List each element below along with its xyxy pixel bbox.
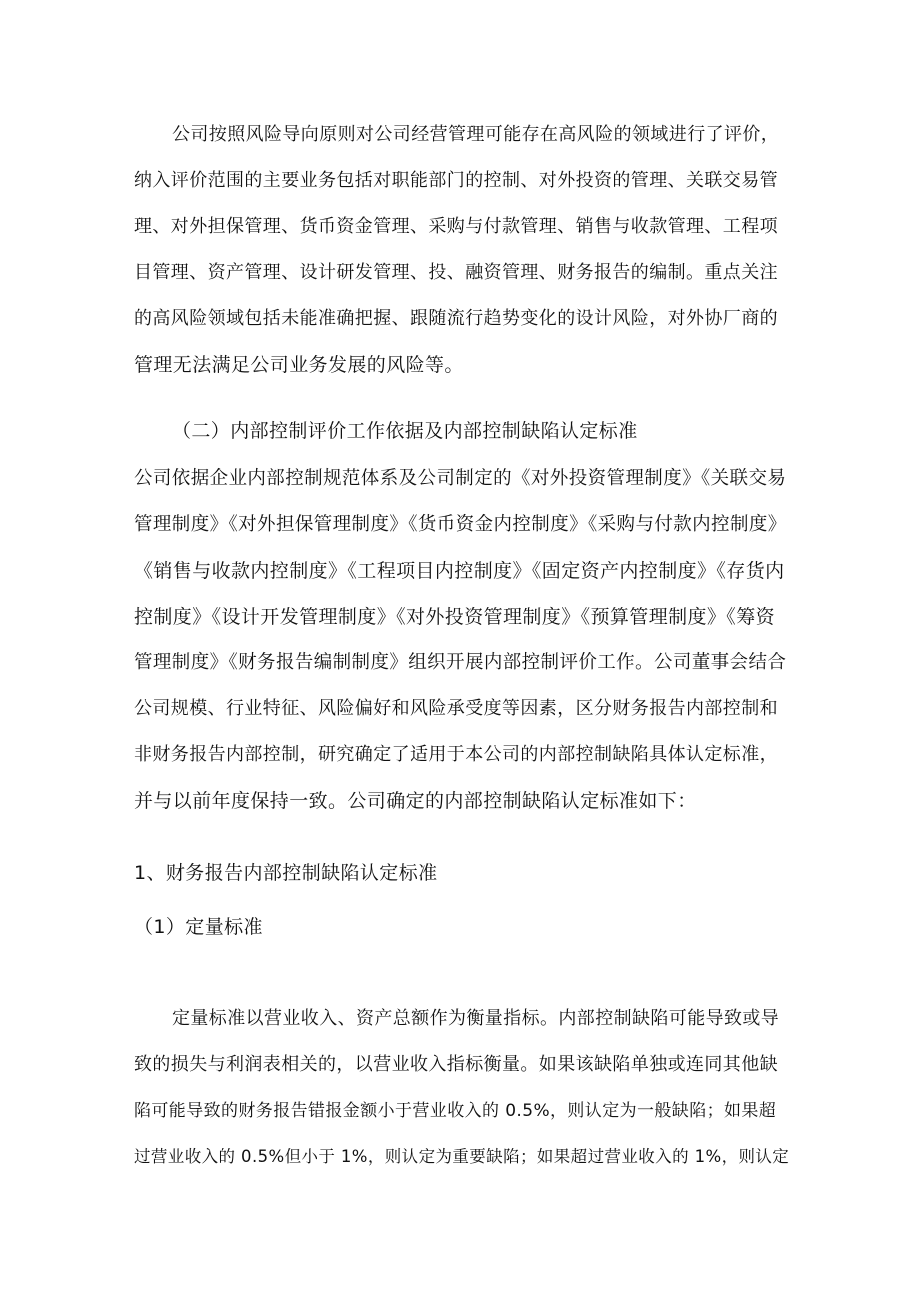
text-line: 的高风险领域包括未能准确把握、跟随流行趋势变化的设计风险，对外协厂商的 <box>134 308 778 329</box>
text-line: 管理制度》《财务报告编制制度》组织开展内部控制评价工作。公司董事会结合 <box>134 652 787 673</box>
text-line: 公司按照风险导向原则对公司经营管理可能存在高风险的领域进行了评价， <box>172 124 780 145</box>
text-line: 目管理、资产管理、设计研发管理、投、融资管理、财务报告的编制。重点关注 <box>134 262 778 283</box>
text-line: 并与以前年度保持一致。公司确定的内部控制缺陷认定标准如下： <box>134 790 697 812</box>
text-line: 纳入评价范围的主要业务包括对职能部门的控制、对外投资的管理、关联交易管 <box>134 170 778 191</box>
text-line: 定量标准以营业收入、资产总额作为衡量指标。内部控制缺陷可能导致或导 <box>172 1008 780 1029</box>
text-line: 过营业收入的 0.5%但小于 1%，则认定为重要缺陷；如果超过营业收入的 1%，则认定 <box>134 1147 790 1166</box>
subsection-heading-text: （1）定量标准 <box>134 916 263 938</box>
subsection-heading-text: 1、财务报告内部控制缺陷认定标准 <box>134 862 438 884</box>
text-line: 陷可能导致的财务报告错报金额小于营业收入的 0.5%，则认定为一般缺陷；如果超 <box>134 1101 777 1121</box>
subsection-heading-quantitative <box>134 904 794 950</box>
text-line: 管理无法满足公司业务发展的风险等。 <box>134 354 464 376</box>
subsection-heading-1 <box>134 850 794 896</box>
paragraph-risk-areas <box>134 112 794 388</box>
section-heading-2 <box>134 408 794 454</box>
text-line: 非财务报告内部控制，研究确定了适用于本公司的内部控制缺陷具体认定标准， <box>134 744 778 765</box>
text-line: 《销售与收款内控制度》《工程项目内控制度》《固定资产内控制度》《存货内 <box>134 560 785 582</box>
paragraph-basis <box>134 456 794 824</box>
text-line: 公司依据企业内部控制规范体系及公司制定的《对外投资管理制度》《关联交易 <box>134 468 787 489</box>
text-line: 致的损失与利润表相关的，以营业收入指标衡量。如果该缺陷单独或连同其他缺 <box>134 1054 778 1075</box>
text-line: 控制度》《设计开发管理制度》《对外投资管理制度》《预算管理制度》《筹资 <box>134 606 776 628</box>
text-line: 公司规模、行业特征、风险偏好和风险承受度等因素，区分财务报告内部控制和 <box>134 698 778 719</box>
section-heading-text: （二）内部控制评价工作依据及内部控制缺陷认定标准 <box>172 420 638 442</box>
paragraph-quantitative-standard <box>134 996 794 1180</box>
text-line: 管理制度》《对外担保管理制度》《货币资金内控制度》《采购与付款内控制度》 <box>134 514 787 535</box>
text-line: 理、对外担保管理、货币资金管理、采购与付款管理、销售与收款管理、工程项 <box>134 216 778 237</box>
